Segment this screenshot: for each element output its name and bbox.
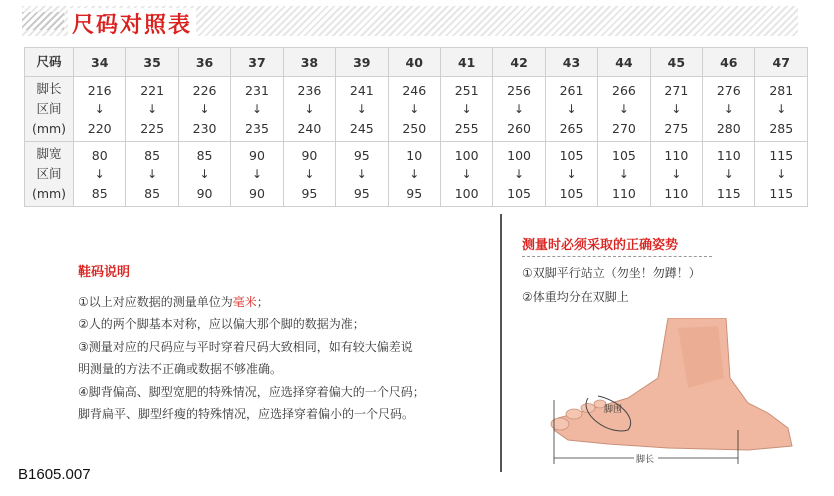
length-cell [231,77,283,142]
product-code: B1605.007 [18,466,91,483]
length-cell-from: 231 [245,82,269,98]
width-cell-from: 80 [91,147,108,163]
down-arrow-icon: ↓ [94,101,105,116]
width-cell-from: 110 [664,147,689,163]
width-cell-from: 100 [507,147,532,163]
note-1-suffix: ； [256,294,269,309]
length-cell-from: 281 [769,82,794,98]
size-cell: 43 [545,48,597,77]
section-divider [500,214,502,472]
down-arrow-icon: ↓ [409,166,420,181]
down-arrow-icon: ↓ [723,101,734,116]
length-cell-from: 256 [507,82,532,98]
length-cell-from: 251 [454,82,479,98]
width-cell [126,142,178,207]
length-cell [755,77,808,142]
width-cell [283,142,335,207]
down-arrow-icon: ↓ [147,166,158,181]
size-cell: 34 [74,48,126,77]
width-cell-from: 115 [769,147,794,163]
size-cell: 41 [440,48,492,77]
length-cell [650,77,702,142]
length-cell [178,77,230,142]
length-cell [388,77,440,142]
down-arrow-icon: ↓ [671,166,682,181]
width-cell [493,142,545,207]
length-cell-from: 271 [664,82,689,98]
length-cell [336,77,388,142]
down-arrow-icon: ↓ [251,101,262,116]
foot-width-label [25,142,74,207]
width-cell-to: 100 [454,185,479,201]
length-cell-to: 280 [716,120,741,136]
length-cell-to: 220 [87,120,112,136]
size-cell: 37 [231,48,283,77]
posture-2: ②体重均分在双脚上 [522,290,629,304]
down-arrow-icon: ↓ [618,166,629,181]
width-cell-to: 95 [301,185,318,201]
note-4b: 脚背扁平、脚型纤瘦的特殊情况，应选择穿着偏小的一个尺码。 [78,407,415,421]
length-cell [440,77,492,142]
notes-heading: 鞋码说明 [78,265,131,280]
length-cell-to: 260 [507,120,532,136]
width-label-line: (mm) [31,186,67,201]
width-cell [231,142,283,207]
width-cell-from: 90 [249,147,265,163]
width-cell [178,142,230,207]
down-arrow-icon: ↓ [671,101,682,116]
size-row-label: 尺码 [25,48,74,77]
size-cell: 38 [283,48,335,77]
width-cell-to: 110 [612,185,636,201]
length-cell-to: 235 [245,120,269,136]
note-4a: ④脚背偏高、脚型宽肥的特殊情况，应选择穿着偏大的一个尺码； [78,384,425,399]
down-arrow-icon: ↓ [514,166,525,181]
width-cell-to: 85 [91,185,108,201]
foot-shape [554,318,792,450]
width-cell-to: 85 [144,185,161,201]
length-cell [493,77,545,142]
width-cell-to: 115 [769,185,794,201]
length-cell-to: 245 [349,120,374,136]
down-arrow-icon: ↓ [566,101,577,116]
length-cell-from: 226 [192,82,217,98]
length-cell-to: 225 [140,120,165,136]
note-3b: 明测量的方法不正确或数据不够准确。 [78,362,283,376]
down-arrow-icon: ↓ [776,166,787,181]
note-1 [78,291,488,314]
length-cell-to: 250 [402,120,427,136]
length-cell-to: 240 [297,120,322,136]
width-cell-to: 95 [406,185,423,201]
down-arrow-icon: ↓ [514,101,525,116]
width-cell-from: 90 [301,147,318,163]
length-cell [598,77,650,142]
down-arrow-icon: ↓ [304,101,315,116]
down-arrow-icon: ↓ [251,166,262,181]
width-cell [336,142,388,207]
down-arrow-icon: ↓ [356,166,367,181]
length-cell-to: 265 [559,120,584,136]
page-title: 尺码对照表 [68,8,196,39]
width-cell-from: 100 [454,147,479,163]
down-arrow-icon: ↓ [409,101,420,116]
size-row [25,48,808,77]
length-cell-from: 261 [559,82,584,98]
size-cell: 46 [703,48,755,77]
length-cell [545,77,597,142]
length-label-line: (mm) [31,121,67,136]
width-cell-to: 90 [249,185,265,201]
length-cell [126,77,178,142]
size-notes [78,262,488,426]
foot-length-row [25,77,808,142]
title-banner [22,6,798,36]
length-cell-from: 246 [402,82,427,98]
size-cell: 40 [388,48,440,77]
down-arrow-icon: ↓ [94,166,105,181]
width-cell-to: 105 [507,185,532,201]
toe [566,409,582,419]
length-label-line: 区间 [36,101,62,116]
length-cell [74,77,126,142]
down-arrow-icon: ↓ [618,101,629,116]
note-1-text: ①以上对应数据的测量单位为 [78,294,233,309]
width-cell-to: 105 [559,185,584,201]
length-cell [283,77,335,142]
width-cell-to: 115 [716,185,741,201]
length-cell [703,77,755,142]
size-cell: 39 [336,48,388,77]
down-arrow-icon: ↓ [776,101,787,116]
foot-length-label [25,77,74,142]
width-cell-to: 110 [664,185,689,201]
note-1-unit: 毫米 [232,294,257,309]
width-cell-from: 95 [353,147,370,163]
length-cell-from: 276 [716,82,741,98]
down-arrow-icon: ↓ [304,166,315,181]
posture-1: ①双脚平行站立（勿坐！勿蹲！） [522,266,701,280]
width-cell [545,142,597,207]
length-cell-from: 241 [349,82,374,98]
down-arrow-icon: ↓ [356,101,367,116]
width-cell [74,142,126,207]
down-arrow-icon: ↓ [461,101,472,116]
length-cell-from: 216 [87,82,112,98]
width-label-line: 脚宽 [36,146,62,161]
width-cell [703,142,755,207]
length-cell-from: 221 [140,82,165,98]
down-arrow-icon: ↓ [199,166,210,181]
down-arrow-icon: ↓ [723,166,734,181]
length-cell-from: 236 [297,82,322,98]
down-arrow-icon: ↓ [199,101,210,116]
down-arrow-icon: ↓ [147,101,158,116]
posture-heading: 测量时必须采取的正确姿势 [522,236,712,257]
size-cell: 42 [493,48,545,77]
width-cell [650,142,702,207]
title-stripe [22,12,64,30]
foot-width-row [25,142,808,207]
note-3a: ③测量对应的尺码应与平时穿着尺码大致相同，如有较大偏差说 [78,339,413,354]
width-cell-from: 110 [716,147,741,163]
size-cell: 36 [178,48,230,77]
width-cell-from: 105 [612,147,636,163]
length-cell-to: 275 [664,120,689,136]
note-2: ②人的两个脚基本对称，应以偏大那个脚的数据为准； [78,317,365,331]
width-cell [755,142,808,207]
girth-label: 脚围 [604,405,623,415]
length-cell-to: 255 [454,120,479,136]
down-arrow-icon: ↓ [566,166,577,181]
size-cell: 35 [126,48,178,77]
size-cell: 45 [650,48,702,77]
length-label: 脚长 [636,455,655,465]
foot-measurement-illustration [548,318,794,472]
width-cell-from: 10 [406,147,423,163]
size-cell: 47 [755,48,808,77]
width-label-line: 区间 [36,166,62,181]
width-cell-to: 95 [353,185,370,201]
length-label-line: 脚长 [36,81,62,96]
width-cell-from: 85 [196,147,213,163]
length-cell-to: 230 [192,120,217,136]
length-cell-to: 270 [612,120,636,136]
width-cell-from: 85 [144,147,161,163]
down-arrow-icon: ↓ [461,166,472,181]
width-cell-from: 105 [559,147,584,163]
width-cell [440,142,492,207]
width-cell [388,142,440,207]
size-chart-table [24,47,808,207]
length-cell-from: 266 [612,82,636,98]
width-cell [598,142,650,207]
size-cell: 44 [598,48,650,77]
width-cell-to: 90 [196,185,213,201]
posture-instructions [522,236,822,309]
length-cell-to: 285 [769,120,794,136]
